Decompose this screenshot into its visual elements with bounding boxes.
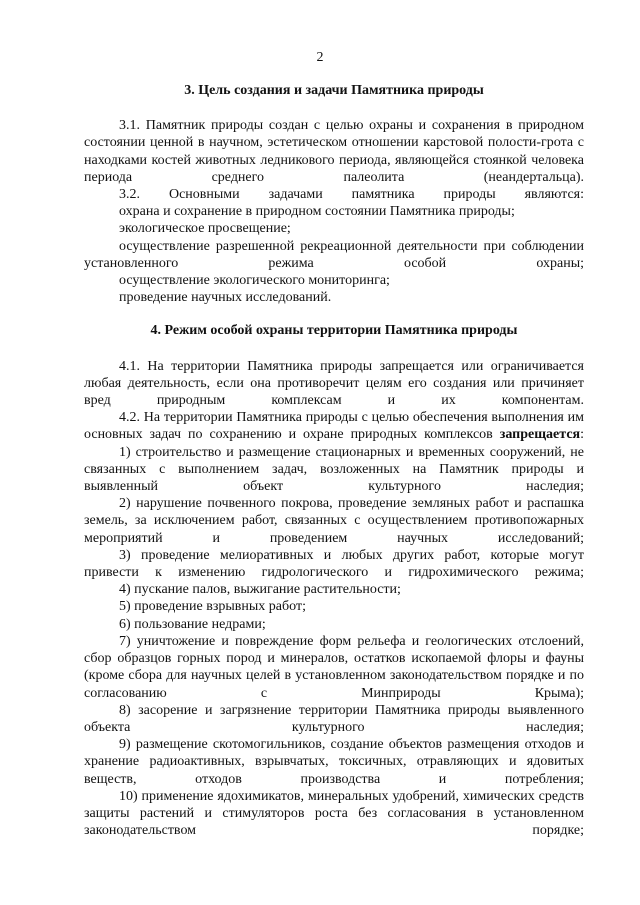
prohibition-item-8: 8) засорение и загрязнение территории Памятника природы выявленного объекта культурного наследия; xyxy=(84,702,584,735)
task-item-3: осуществление разрешенной рекреационной деятельности при соблюдении установленного режима особой охраны; xyxy=(84,238,584,271)
section-4-paragraph-1: 4.1. На территории Памятника природы запрещается или ограничивается любая деятельность, если она противоречит целям его создания или причиняет вред природным комплексам и их компонентам. xyxy=(84,358,584,409)
task-item-5: проведение научных исследований. xyxy=(119,290,332,306)
prohibition-item-10: 10) применение ядохимикатов, минеральных удобрений, химических средств защиты растений и стимуляторов роста без согласования в установленном законодательством порядке; xyxy=(84,788,584,839)
prohibition-item-5: 5) проведение взрывных работ; xyxy=(119,599,306,615)
prohibition-item-9: 9) размещение скотомогильников, создание объектов размещения отходов и хранение радиоактивных, взрывчатых, токсичных, отравляющих и ядовитых веществ, отходов производства и потребления; xyxy=(84,737,584,787)
section-4-paragraph-2-text: 4.2. На территории Памятника природы с целью обеспечения выполнения им основных задач по сохранению и охране природных комплексов xyxy=(84,410,584,443)
colon: : xyxy=(580,427,585,443)
prohibition-item-1: 1) строительство и размещение стационарных и временных сооружений, не связанных с выполнением задач, возложенных на Памятник природы и выявленный объект культурного наследия; xyxy=(84,444,584,495)
task-item-4: осуществление экологического мониторинга; xyxy=(119,273,390,289)
section-4-paragraph-2 xyxy=(84,409,584,443)
prohibition-item-3: 3) проведение мелиоративных и любых других работ, которые могут привести к изменению гидрологического и гидрохимического режима; xyxy=(84,547,584,581)
task-item-2: экологическое просвещение; xyxy=(119,221,291,237)
section-4-heading: 4. Режим особой охраны территории Памятника природы xyxy=(150,323,518,339)
prohibited-word: запрещается xyxy=(499,427,581,443)
prohibition-item-6: 6) пользование недрами; xyxy=(119,616,266,632)
prohibition-item-4: 4) пускание палов, выжигание растительности; xyxy=(119,582,401,598)
document-content xyxy=(84,82,584,839)
section-3-paragraph-2: 3.2. Основными задачами памятника природы являются: xyxy=(119,187,584,203)
section-3-heading: 3. Цель создания и задачи Памятника природы xyxy=(184,83,484,98)
page-number: 2 xyxy=(316,50,324,65)
section-3-paragraph-1: 3.1. Памятник природы создан с целью охраны и сохранения в природном состоянии ценной в научном, эстетическом отношении карстовой полости-грота с находками костей животных ледникового периода, являющейся стоянкой человека периода среднего палеолита (неандертальца). xyxy=(84,118,584,185)
prohibition-item-7: 7) уничтожение и повреждение форм рельефа и геологических отслоений, сбор образцов горных пород и минералов, остатков ископаемой флоры и фауны (кроме сбора для научных целей в установленном законодательством порядке и по согласованию с Минприроды Крыма); xyxy=(84,633,584,701)
prohibition-item-2: 2) нарушение почвенного покрова, проведение земляных работ и распашка земель, за исключением работ, связанных с осуществлением противопожарных мероприятий и проведением научных исследований; xyxy=(84,496,584,546)
task-item-1: охрана и сохранение в природном состоянии Памятника природы; xyxy=(119,204,515,220)
